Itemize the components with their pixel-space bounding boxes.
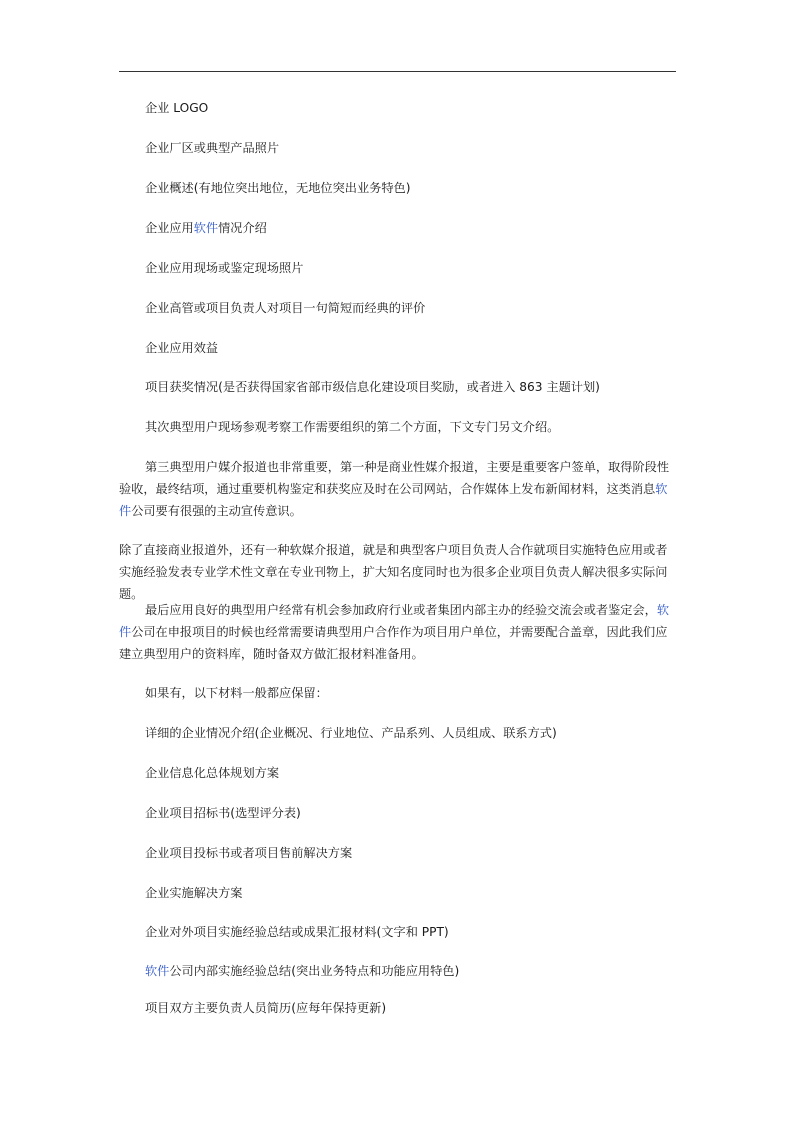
material-internal-summary: [119, 964, 675, 977]
paragraph-exchange-meetings: [119, 599, 675, 665]
text: 公司在申报项目的时候也经常需要请典型用户合作作为项目用户单位，并需要配合盖章，因此我们应建立典型用户的资料库，随时备双方做汇报材料准备用。: [119, 625, 668, 661]
software-link[interactable]: 软件: [119, 482, 668, 518]
software-link[interactable]: 软件: [145, 964, 170, 977]
item-logo: 企业 LOGO: [145, 101, 209, 115]
item-overview: 企业概述(有地位突出地位，无地位突出业务特色): [145, 181, 411, 195]
text: 企业应用: [145, 221, 194, 235]
paragraph-second-aspect: 其次典型用户现场参观考察工作需要组织的第二个方面，下文专门另文介绍。: [145, 420, 560, 434]
material-implementation: 企业实施解决方案: [145, 886, 243, 900]
material-company-info: 详细的企业情况介绍(企业概况、行业地位、产品系列、人员组成、联系方式): [145, 726, 557, 740]
item-benefits: 企业应用效益: [145, 341, 219, 355]
paragraph-media-reports: [119, 456, 675, 522]
item-executive-review: 企业高管或项目负责人对项目一句简短而经典的评价: [145, 301, 426, 315]
material-tender: 企业项目招标书(选型评分表): [145, 806, 301, 820]
item-factory-photo: 企业厂区或典型产品照片: [145, 141, 280, 155]
material-resumes: 项目双方主要负责人员简历(应每年保持更新): [145, 1001, 387, 1015]
software-link[interactable]: 软件: [119, 603, 670, 639]
item-site-photo: 企业应用现场或鉴定现场照片: [145, 261, 304, 275]
paragraph-soft-media: 除了直接商业报道外，还有一种软媒介报道，就是和典型客户项目负责人合作就项目实施特色应用或者实施经验发表专业学术性文章在专业刊物上，扩大知名度同时也为很多企业项目负责人解决很多实际问题。: [119, 543, 668, 601]
text: 最后应用良好的典型用户经常有机会参加政府行业或者集团内部主办的经验交流会或者鉴定会，: [145, 603, 657, 617]
material-it-plan: 企业信息化总体规划方案: [145, 766, 280, 780]
text: 情况介绍: [218, 221, 267, 235]
text: 公司要有很强的主动宣传意识。: [131, 504, 302, 518]
software-link[interactable]: 软件: [193, 221, 219, 235]
clipped-line-wrapper: [119, 964, 675, 977]
item-software-usage: [119, 217, 675, 239]
material-bid: 企业项目投标书或者项目售前解决方案: [145, 846, 353, 860]
header-rule: [119, 71, 676, 72]
item-awards: 项目获奖情况(是否获得国家省部市级信息化建设项目奖励，或者进入 863 主题计划): [145, 380, 600, 394]
text: 第三典型用户媒介报道也非常重要，第一种是商业性媒介报道，主要是重要客户签单，取得阶段性验收，最终结项，通过重要机构鉴定和获奖应及时在公司网站，合作媒体上发布新闻材料，这类消息: [119, 460, 670, 496]
materials-intro: 如果有，以下材料一般都应保留：: [145, 686, 328, 700]
material-experience-summary: 企业对外项目实施经验总结或成果汇报材料(文字和 PPT): [145, 925, 449, 939]
text: 公司内部实施经验总结(突出业务特点和功能应用特色): [169, 964, 460, 977]
